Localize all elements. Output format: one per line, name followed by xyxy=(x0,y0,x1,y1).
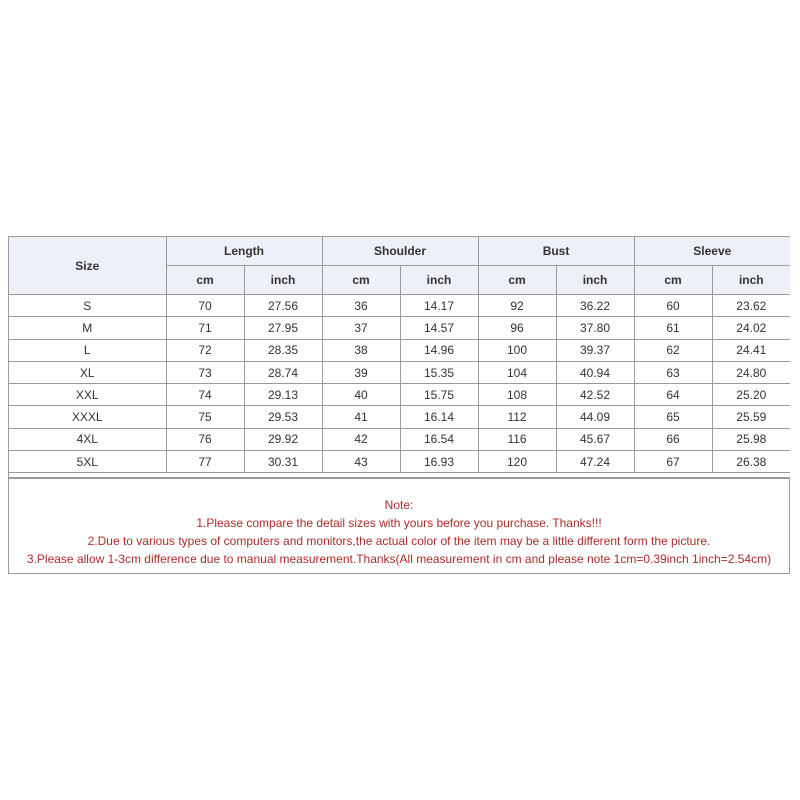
header-group-row xyxy=(9,237,790,266)
sleeve-cm-cell: 61 xyxy=(634,317,712,339)
length-inch-cell: 29.53 xyxy=(244,406,322,428)
length-cm-cell: 75 xyxy=(166,406,244,428)
size-cell: 4XL xyxy=(9,428,166,450)
length-cm-cell: 74 xyxy=(166,384,244,406)
sleeve-inch-cell: 24.80 xyxy=(712,361,790,383)
shoulder-inch-cell: 14.96 xyxy=(400,339,478,361)
bust-inch-cell: 45.67 xyxy=(556,428,634,450)
size-cell: S xyxy=(9,295,166,317)
unit-header: inch xyxy=(712,266,790,295)
unit-header: inch xyxy=(400,266,478,295)
table-row xyxy=(9,361,790,383)
length-cm-cell: 72 xyxy=(166,339,244,361)
size-cell: XXXL xyxy=(9,406,166,428)
sleeve-inch-cell: 24.02 xyxy=(712,317,790,339)
shoulder-cm-cell: 40 xyxy=(322,384,400,406)
shoulder-cm-cell: 37 xyxy=(322,317,400,339)
bust-cm-cell: 116 xyxy=(478,428,556,450)
shoulder-cm-cell: 43 xyxy=(322,451,400,473)
sleeve-cm-cell: 60 xyxy=(634,295,712,317)
length-cm-cell: 77 xyxy=(166,451,244,473)
bust-cm-cell: 104 xyxy=(478,361,556,383)
bust-inch-cell: 42.52 xyxy=(556,384,634,406)
shoulder-inch-cell: 15.35 xyxy=(400,361,478,383)
table-row xyxy=(9,428,790,450)
unit-header: cm xyxy=(166,266,244,295)
length-header: Length xyxy=(166,237,322,266)
bust-cm-cell: 100 xyxy=(478,339,556,361)
sleeve-inch-cell: 25.98 xyxy=(712,428,790,450)
length-inch-cell: 27.95 xyxy=(244,317,322,339)
size-chart xyxy=(8,236,790,574)
note-line: 3.Please allow 1-3cm difference due to manual measurement.Thanks(All measurement in cm and please note 1cm=0.39inch 1inch=2.54cm) xyxy=(26,552,772,567)
sleeve-cm-cell: 65 xyxy=(634,406,712,428)
bust-cm-cell: 92 xyxy=(478,295,556,317)
length-inch-cell: 29.92 xyxy=(244,428,322,450)
shoulder-cm-cell: 42 xyxy=(322,428,400,450)
sleeve-cm-cell: 64 xyxy=(634,384,712,406)
sleeve-cm-cell: 67 xyxy=(634,451,712,473)
notes-section xyxy=(9,478,789,573)
shoulder-inch-cell: 16.54 xyxy=(400,428,478,450)
size-cell: M xyxy=(9,317,166,339)
spacer-cell xyxy=(9,473,790,478)
shoulder-cm-cell: 41 xyxy=(322,406,400,428)
sleeve-inch-cell: 25.59 xyxy=(712,406,790,428)
sleeve-header: Sleeve xyxy=(634,237,790,266)
length-cm-cell: 76 xyxy=(166,428,244,450)
unit-header: cm xyxy=(634,266,712,295)
shoulder-inch-cell: 16.93 xyxy=(400,451,478,473)
note-line: 2.Due to various types of computers and monitors,the actual color of the item may be a little different form the picture. xyxy=(87,534,711,549)
table-row xyxy=(9,295,790,317)
length-cm-cell: 70 xyxy=(166,295,244,317)
size-table xyxy=(9,237,790,478)
bust-cm-cell: 96 xyxy=(478,317,556,339)
sleeve-cm-cell: 66 xyxy=(634,428,712,450)
sleeve-cm-cell: 62 xyxy=(634,339,712,361)
bust-inch-cell: 39.37 xyxy=(556,339,634,361)
unit-header: inch xyxy=(556,266,634,295)
length-inch-cell: 30.31 xyxy=(244,451,322,473)
length-inch-cell: 28.74 xyxy=(244,361,322,383)
bust-cm-cell: 108 xyxy=(478,384,556,406)
table-row xyxy=(9,339,790,361)
sleeve-inch-cell: 24.41 xyxy=(712,339,790,361)
shoulder-inch-cell: 15.75 xyxy=(400,384,478,406)
bust-inch-cell: 44.09 xyxy=(556,406,634,428)
shoulder-inch-cell: 14.17 xyxy=(400,295,478,317)
spacer-row xyxy=(9,473,790,478)
bust-header: Bust xyxy=(478,237,634,266)
bust-inch-cell: 40.94 xyxy=(556,361,634,383)
table-body xyxy=(9,295,790,478)
size-cell: XL xyxy=(9,361,166,383)
length-cm-cell: 73 xyxy=(166,361,244,383)
size-cell: L xyxy=(9,339,166,361)
length-inch-cell: 29.13 xyxy=(244,384,322,406)
sleeve-cm-cell: 63 xyxy=(634,361,712,383)
bust-cm-cell: 120 xyxy=(478,451,556,473)
bust-inch-cell: 36.22 xyxy=(556,295,634,317)
size-cell: 5XL xyxy=(9,451,166,473)
size-header: Size xyxy=(9,237,166,295)
table-row xyxy=(9,406,790,428)
length-inch-cell: 27.56 xyxy=(244,295,322,317)
size-cell: XXL xyxy=(9,384,166,406)
length-cm-cell: 71 xyxy=(166,317,244,339)
unit-header: cm xyxy=(322,266,400,295)
table-row xyxy=(9,451,790,473)
shoulder-cm-cell: 38 xyxy=(322,339,400,361)
note-title: Note: xyxy=(384,498,414,513)
bust-inch-cell: 37.80 xyxy=(556,317,634,339)
length-inch-cell: 28.35 xyxy=(244,339,322,361)
unit-header: inch xyxy=(244,266,322,295)
sleeve-inch-cell: 26.38 xyxy=(712,451,790,473)
shoulder-inch-cell: 16.14 xyxy=(400,406,478,428)
shoulder-inch-cell: 14.57 xyxy=(400,317,478,339)
sleeve-inch-cell: 23.62 xyxy=(712,295,790,317)
shoulder-cm-cell: 39 xyxy=(322,361,400,383)
bust-inch-cell: 47.24 xyxy=(556,451,634,473)
shoulder-header: Shoulder xyxy=(322,237,478,266)
bust-cm-cell: 112 xyxy=(478,406,556,428)
note-line: 1.Please compare the detail sizes with yours before you purchase. Thanks!!! xyxy=(196,516,602,531)
sleeve-inch-cell: 25.20 xyxy=(712,384,790,406)
table-row xyxy=(9,384,790,406)
table-row xyxy=(9,317,790,339)
unit-header: cm xyxy=(478,266,556,295)
shoulder-cm-cell: 36 xyxy=(322,295,400,317)
